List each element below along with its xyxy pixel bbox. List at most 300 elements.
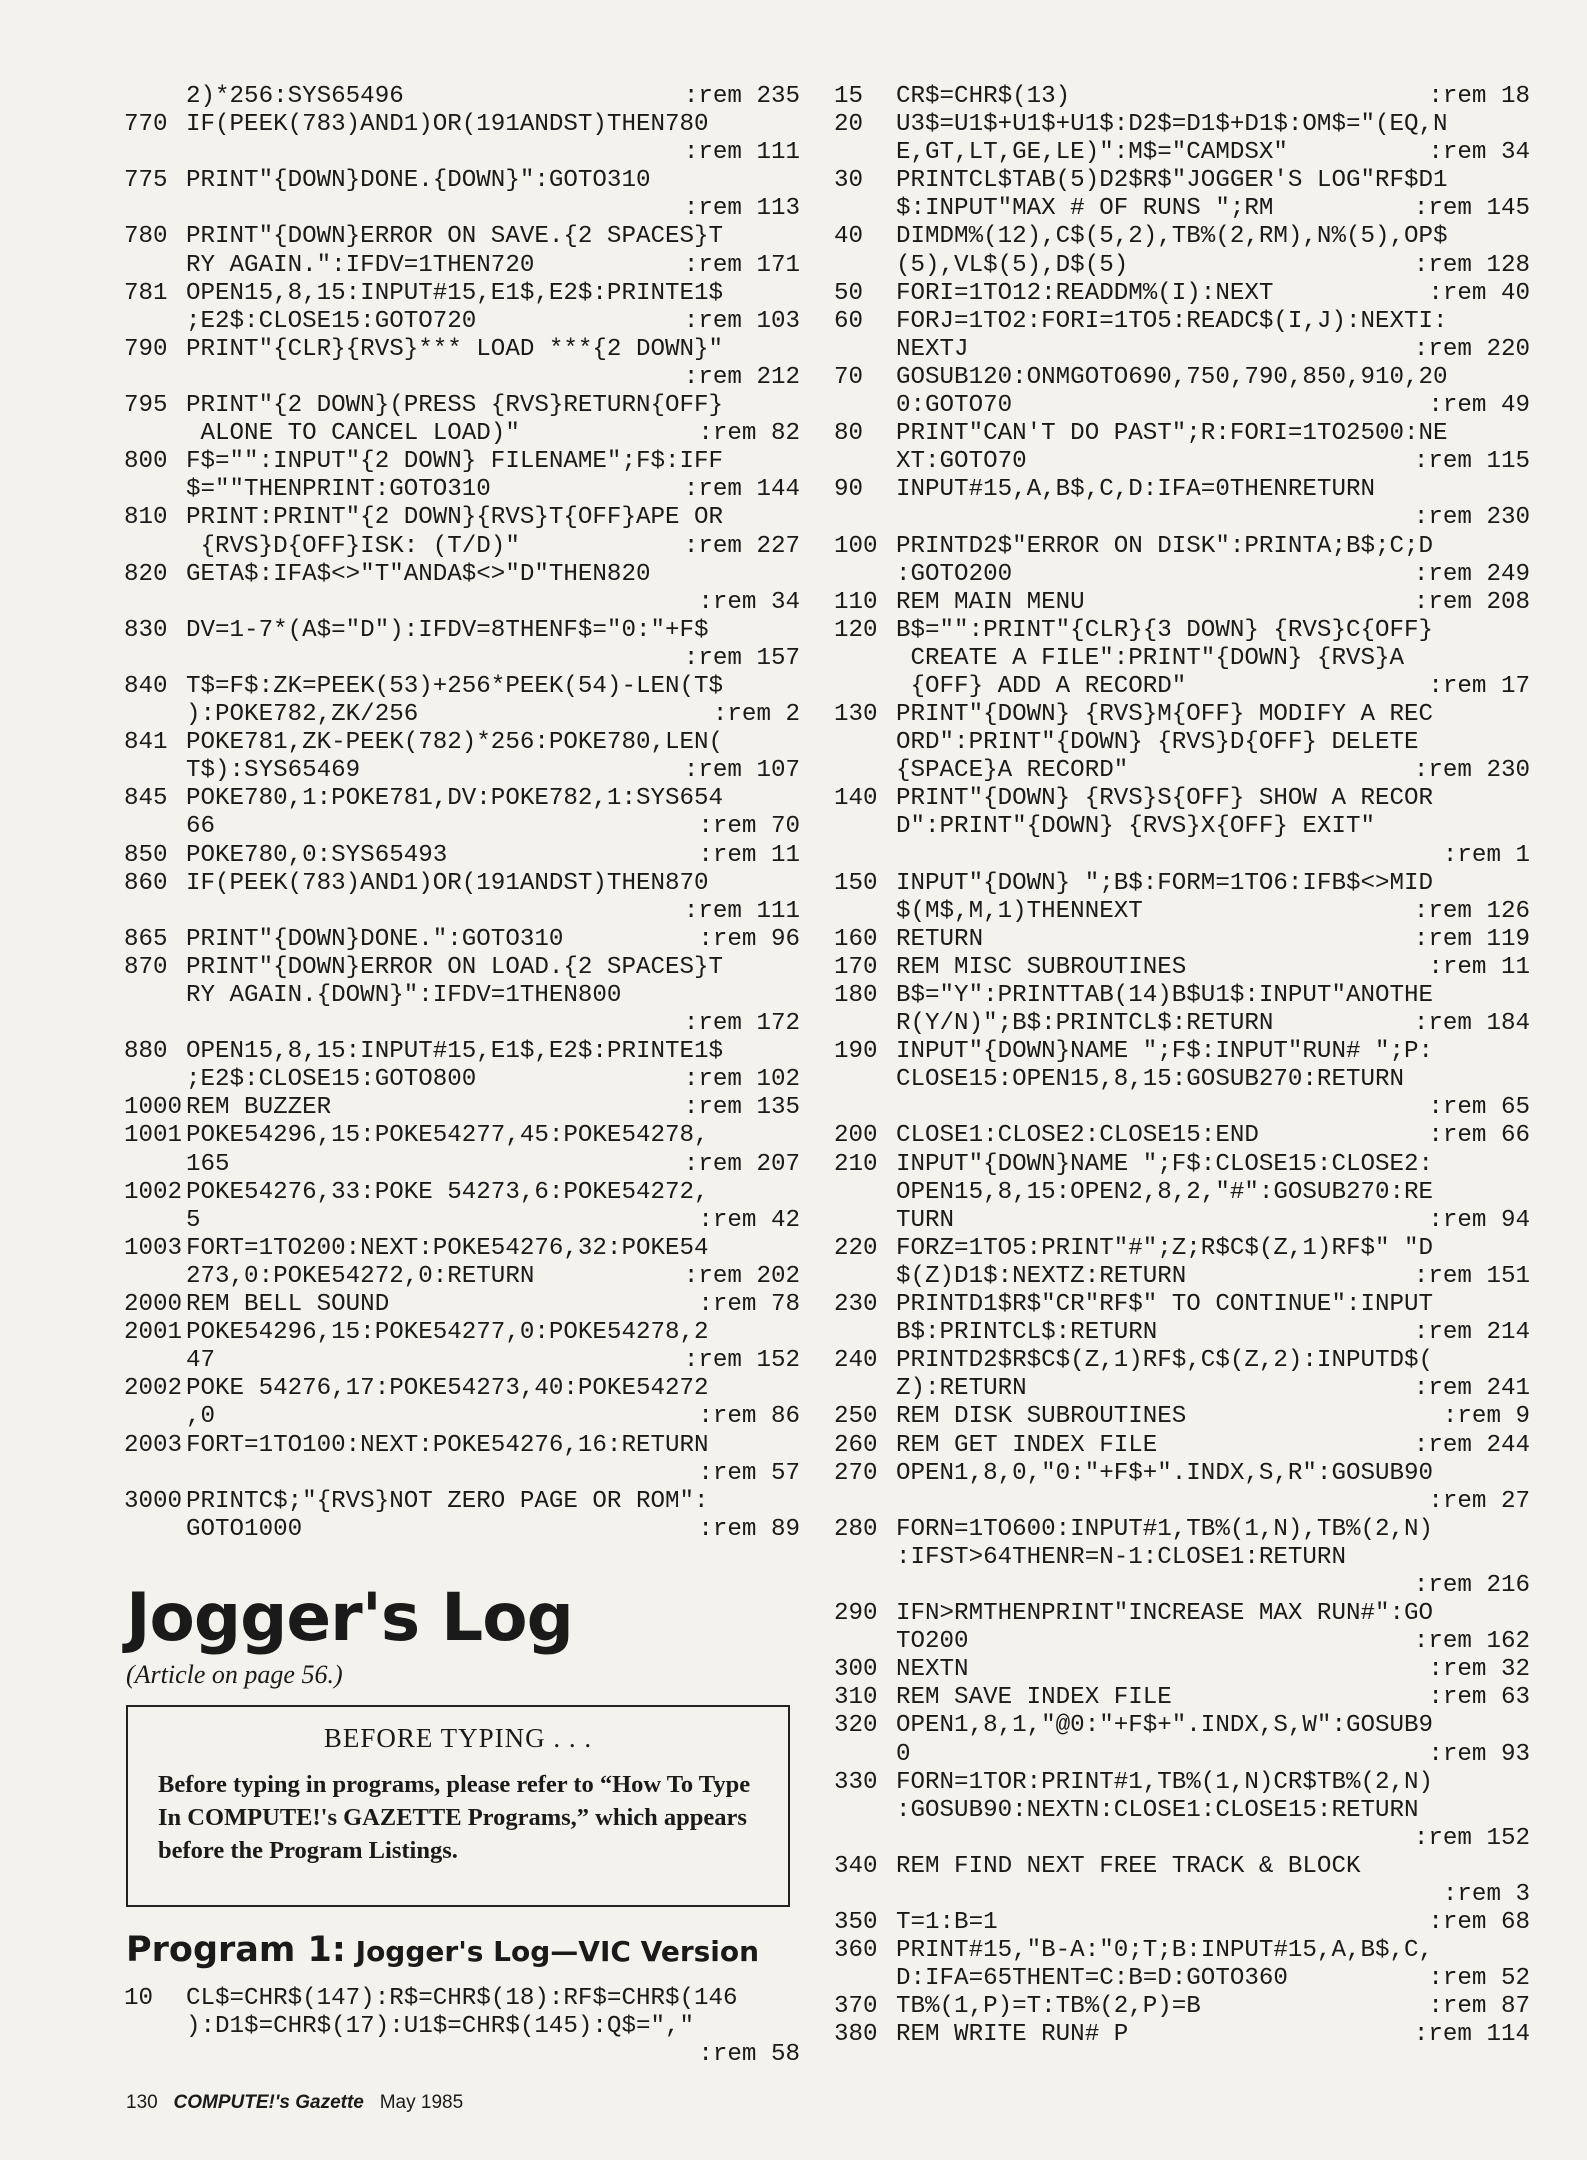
line-number: 50 [834,279,864,307]
checksum-rem: :rem 58 [698,2041,800,2069]
line-number: 30 [834,167,864,195]
code-text: {RVS}D{OFF}ISK: (T/D)" [186,532,520,560]
checksum-rem: :rem 3 [1442,1881,1530,1908]
checksum-rem: :rem 115 [1413,448,1530,476]
code-line [124,111,800,167]
line-number: 2003 [124,1431,183,1459]
issue-date: May 1985 [379,2092,464,2113]
line-number: 3000 [124,1487,183,1515]
line-number [124,1347,186,1375]
code-text: FORZ=1TO5:PRINT"#";Z;R$C$(Z,1)RF$" "D [896,1234,1434,1262]
code-line [124,870,800,926]
code-line [834,223,1530,279]
before-typing-heading: BEFORE TYPING . . . [323,1723,593,1753]
code-line [124,785,800,841]
code-text: T$):SYS65469 [186,757,361,785]
code-line [124,617,800,673]
code-text: $=""THENPRINT:GOTO310 [186,476,491,504]
checksum-rem: :rem 87 [1428,1993,1530,2021]
line-number: 790 [124,335,168,363]
code-text: REM BUZZER [186,1094,332,1122]
code-text: FORT=1TO100:NEXT:POKE54276,16:RETURN [186,1431,709,1459]
code-text: 66 [186,813,216,841]
code-line [124,223,800,279]
line-number: 180 [834,982,878,1009]
checksum-rem: :rem 220 [1413,335,1530,363]
line-number [834,1207,896,1235]
line-number: 360 [834,1937,878,1965]
code-line [124,167,800,223]
code-line [124,842,800,870]
checksum-rem: :rem 126 [1413,897,1530,925]
checksum-rem: :rem 152 [683,1347,800,1375]
code-line [834,701,1530,785]
code-text: POKE54276,33:POKE 54273,6:POKE54272, [186,1178,709,1206]
line-number: 800 [124,448,168,476]
code-line [834,2021,1530,2049]
line-number [834,1263,896,1291]
code-text: INPUT"{DOWN} ";B$:FORM=1TO6:IFB$<>MID [896,869,1434,897]
code-text: POKE780,1:POKE781,DV:POKE782,1:SYS654 [186,785,724,813]
code-line [124,504,800,560]
line-number [124,252,186,280]
line-number [124,1207,186,1235]
code-text: CL$=CHR$(147):R$=CHR$(18):RF$=CHR$(146 [186,1985,738,2012]
checksum-rem: :rem 96 [698,925,800,953]
code-line [124,1122,800,1178]
checksum-rem: :rem 235 [683,83,800,110]
code-text: RY AGAIN.{DOWN}":IFDV=1THEN800 [186,982,622,1009]
code-text: PRINT"{DOWN}DONE.{DOWN}":GOTO310 [186,167,651,195]
code-text: B$="":PRINT"{CLR}{3 DOWN} {RVS}C{OFF} [896,616,1434,644]
code-text: DIMDM%(12),C$(5,2),TB%(2,RM),N%(5),OP$ [896,223,1448,251]
line-number: 110 [834,588,878,616]
line-number: 865 [124,925,168,953]
checksum-rem: :rem 241 [1413,1375,1530,1403]
line-number [834,1010,896,1038]
code-line [834,1151,1530,1235]
program1-listing [124,1985,800,2069]
code-line [834,308,1530,364]
code-line [124,1319,800,1375]
code-text: RY AGAIN.":IFDV=1THEN720 [186,251,535,279]
checksum-rem: :rem 171 [683,251,800,279]
line-number: 210 [834,1150,878,1178]
code-line [834,83,1530,111]
code-text: T$=F$:ZK=PEEK(53)+256*PEEK(54)-LEN(T$ [186,672,724,700]
code-text: 2)*256:SYS65496 [186,83,404,110]
code-text: T=1:B=1 [896,1909,998,1937]
code-text: PRINT"{2 DOWN}(PRESS {RVS}RETURN{OFF} [186,392,724,420]
code-text: OPEN15,8,15:INPUT#15,E1$,E2$:PRINTE1$ [186,1038,724,1066]
line-number: 70 [834,363,864,391]
line-number [834,1797,896,1825]
code-text: 0:GOTO70 [896,392,1013,420]
checksum-rem: :rem 63 [1428,1684,1530,1712]
line-number [124,83,186,111]
line-number: 310 [834,1684,878,1712]
code-line [834,1769,1530,1853]
program-heading-name: Jogger's Log—VIC Version [345,1935,760,1968]
code-text: GOTO1000 [186,1515,303,1543]
code-line [834,1600,1530,1656]
code-text: 5 [186,1206,201,1234]
line-number [834,1965,896,1993]
code-text: ORD":PRINT"{DOWN} {RVS}D{OFF} DELETE [896,729,1419,757]
code-line [834,1432,1530,1460]
code-text: REM MISC SUBROUTINES [896,953,1187,981]
checksum-rem: :rem 32 [1428,1656,1530,1684]
checksum-rem: :rem 145 [1413,195,1530,223]
line-number: 140 [834,785,878,813]
line-number [124,420,186,448]
line-number: 340 [834,1852,878,1880]
line-number: 20 [834,111,864,139]
code-text: PRINTD1$R$"CR"RF$" TO CONTINUE":INPUT [896,1291,1434,1319]
code-text: 47 [186,1347,216,1375]
line-number [124,1066,186,1094]
line-number [124,308,186,336]
code-line [124,954,800,1038]
line-number [834,1319,896,1347]
code-text: PRINTC$;"{RVS}NOT ZERO PAGE OR ROM": [186,1487,709,1515]
code-text: OPEN1,8,0,"0:"+F$+".INDX,S,R":GOSUB90 [896,1459,1434,1487]
line-number [834,1179,896,1207]
line-number [124,1263,186,1291]
code-text: POKE781,ZK-PEEK(782)*256:POKE780,LEN( [186,729,724,757]
code-line [834,617,1530,701]
code-line [834,870,1530,926]
checksum-rem: :rem 172 [683,1010,800,1038]
line-number: 795 [124,392,168,420]
line-number: 190 [834,1038,878,1066]
code-text: PRINT"{DOWN} {RVS}M{OFF} MODIFY A REC [896,701,1434,729]
checksum-rem: :rem 244 [1413,1431,1530,1459]
line-number: 300 [834,1656,878,1684]
line-number [124,1516,186,1544]
code-text: E,GT,LT,GE,LE)":M$="CAMDSX" [896,139,1288,167]
code-text: ):D1$=CHR$(17):U1$=CHR$(145):Q$="," [186,2013,695,2041]
line-number: 60 [834,307,864,335]
checksum-rem: :rem 27 [1428,1487,1530,1515]
line-number [834,757,896,785]
code-text: REM WRITE RUN# P [896,2021,1129,2049]
code-text: INPUT#15,A,B$,C,D:IFA=0THENRETURN [896,476,1375,504]
code-line [834,533,1530,589]
line-number [834,392,896,420]
line-number [834,139,896,167]
code-line [834,1909,1530,1937]
code-line [834,167,1530,223]
code-text: D:IFA=65THENT=C:B=D:GOTO360 [896,1965,1288,1993]
code-line [124,280,800,336]
code-text: FORI=1TO12:READDM%(I):NEXT [896,279,1274,307]
checksum-rem: :rem 65 [1428,1094,1530,1122]
code-text: :GOTO200 [896,560,1013,588]
code-text: XT:GOTO70 [896,448,1027,476]
code-text: FORJ=1TO2:FORI=1TO5:READC$(I,J):NEXTI: [896,307,1448,335]
code-text: IFN>RMTHENPRINT"INCREASE MAX RUN#":GO [896,1600,1434,1628]
code-text: ):POKE782,ZK/256 [186,701,419,729]
line-number: 280 [834,1515,878,1543]
code-text: ;E2$:CLOSE15:GOTO720 [186,307,477,335]
line-number [124,1403,186,1431]
checksum-rem: :rem 103 [683,307,800,335]
line-number [834,561,896,589]
line-number [834,195,896,223]
article-title: Jogger's Log [126,1579,573,1656]
line-number [124,533,186,561]
listing-right-column [834,83,1530,2050]
code-text: (5),VL$(5),D$(5) [896,251,1129,279]
code-line [834,1993,1530,2021]
code-text: PRINT"{DOWN}DONE.":GOTO310 [186,925,564,953]
line-number: 80 [834,420,864,448]
line-number: 15 [834,83,864,110]
line-number: 10 [124,1985,154,2012]
code-text: TB%(1,P)=T:TB%(2,P)=B [896,1993,1201,2021]
code-line [834,1712,1530,1768]
checksum-rem: :rem 11 [1428,953,1530,981]
line-number [124,2013,186,2041]
code-line [834,420,1530,476]
checksum-rem: :rem 86 [698,1403,800,1431]
code-line [834,1656,1530,1684]
code-line [834,1122,1530,1150]
code-text: FORT=1TO200:NEXT:POKE54276,32:POKE54 [186,1234,709,1262]
line-number [124,982,186,1010]
code-text: ,0 [186,1403,216,1431]
line-number: 770 [124,111,168,139]
line-number [834,1544,896,1572]
code-line [124,1985,800,2069]
line-number [124,701,186,729]
code-line [834,476,1530,532]
checksum-rem: :rem 208 [1413,588,1530,616]
code-text: POKE 54276,17:POKE54273,40:POKE54272 [186,1375,709,1403]
code-line [834,1403,1530,1431]
code-text: {OFF} ADD A RECORD" [896,672,1187,700]
code-text: TO200 [896,1628,969,1656]
checksum-rem: :rem 151 [1413,1262,1530,1290]
line-number [124,757,186,785]
code-text: $:INPUT"MAX # OF RUNS ";RM [896,195,1274,223]
code-line [124,729,800,785]
code-text: :IFST>64THENR=N-1:CLOSE1:RETURN [896,1543,1346,1571]
line-number: 775 [124,167,168,195]
code-text: $(Z)D1$:NEXTZ:RETURN [896,1262,1187,1290]
page-number: 130 [126,2092,158,2113]
checksum-rem: :rem 207 [683,1150,800,1178]
line-number: 350 [834,1909,878,1937]
checksum-rem: :rem 157 [683,644,800,672]
checksum-rem: :rem 78 [698,1291,800,1319]
code-text: B$:PRINTCL$:RETURN [896,1319,1158,1347]
checksum-rem: :rem 144 [683,476,800,504]
checksum-rem: :rem 128 [1413,251,1530,279]
code-text: U3$=U1$+U1$+U1$:D2$=D1$+D1$:OM$="(EQ,N [896,111,1448,139]
checksum-rem: :rem 152 [1413,1824,1530,1852]
checksum-rem: :rem 227 [683,532,800,560]
code-text: CREATE A FILE":PRINT"{DOWN} {RVS}A [896,644,1405,672]
code-text: DV=1-7*(A$="D"):IFDV=8THENF$="0:"+F$ [186,616,709,644]
code-text: IF(PEEK(783)AND1)OR(191ANDST)THEN870 [186,869,709,897]
line-number: 200 [834,1122,878,1150]
code-text: CR$=CHR$(13) [896,83,1071,110]
line-number [834,336,896,364]
code-line [834,364,1530,420]
code-text: GETA$:IFA$<>"T"ANDA$<>"D"THEN820 [186,560,651,588]
line-number: 330 [834,1768,878,1796]
listing-left-column [124,83,800,1544]
line-number: 290 [834,1600,878,1628]
line-number [124,813,186,841]
code-text: FORN=1TO600:INPUT#1,TB%(1,N),TB%(2,N) [896,1515,1434,1543]
code-line [124,1235,800,1291]
magazine-name: COMPUTE!'s Gazette [173,2092,364,2113]
line-number: 841 [124,729,168,757]
line-number: 220 [834,1234,878,1262]
code-text: NEXTJ [896,335,969,363]
code-text: D":PRINT"{DOWN} {RVS}X{OFF} EXIT" [896,813,1375,841]
checksum-rem: :rem 162 [1413,1628,1530,1656]
code-line [124,1375,800,1431]
checksum-rem: :rem 34 [698,588,800,616]
line-number: 1002 [124,1178,183,1206]
code-text: POKE780,0:SYS65493 [186,841,448,869]
code-text: TURN [896,1206,955,1234]
code-text: ALONE TO CANCEL LOAD)" [186,420,520,448]
line-number [834,1375,896,1403]
line-number [124,1151,186,1179]
checksum-rem: :rem 107 [683,757,800,785]
code-line [834,785,1530,869]
code-text: GOSUB120:ONMGOTO690,750,790,850,910,20 [896,363,1448,391]
checksum-rem: :rem 111 [683,897,800,925]
code-text: POKE54296,15:POKE54277,45:POKE54278, [186,1122,709,1150]
checksum-rem: :rem 2 [712,701,800,729]
line-number: 860 [124,869,168,897]
line-number [834,1066,896,1094]
line-number: 260 [834,1431,878,1459]
code-text: INPUT"{DOWN}NAME ";F$:INPUT"RUN# ";P: [896,1038,1434,1066]
line-number: 1003 [124,1234,183,1262]
checksum-rem: :rem 93 [1428,1740,1530,1768]
code-line [834,1347,1530,1403]
code-text: REM MAIN MENU [896,588,1085,616]
line-number: 120 [834,616,878,644]
code-line [124,926,800,954]
line-number: 100 [834,532,878,560]
code-text: 273,0:POKE54272,0:RETURN [186,1262,535,1290]
code-line [124,561,800,617]
code-line [834,1038,1530,1122]
code-text: PRINT#15,"B-A:"0;T;B:INPUT#15,A,B$,C, [896,1937,1434,1965]
checksum-rem: :rem 1 [1442,841,1530,869]
checksum-rem: :rem 216 [1413,1571,1530,1599]
code-line [834,111,1530,167]
code-text: F$="":INPUT"{2 DOWN} FILENAME";F$:IFF [186,448,724,476]
code-line [124,673,800,729]
code-text: REM DISK SUBROUTINES [896,1403,1187,1431]
line-number: 320 [834,1712,878,1740]
code-line [834,1853,1530,1909]
line-number: 40 [834,223,864,251]
line-number: 170 [834,953,878,981]
code-text: OPEN15,8,15:INPUT#15,E1$,E2$:PRINTE1$ [186,279,724,307]
checksum-rem: :rem 114 [1413,2021,1530,2049]
line-number: 850 [124,841,168,869]
line-number: 2000 [124,1291,183,1319]
checksum-rem: :rem 249 [1413,560,1530,588]
code-text: IF(PEEK(783)AND1)OR(191ANDST)THEN780 [186,111,709,139]
code-line [124,392,800,448]
page-footer [126,2092,463,2114]
line-number: 880 [124,1038,168,1066]
checksum-rem: :rem 18 [1428,83,1530,110]
line-number: 150 [834,869,878,897]
checksum-rem: :rem 102 [683,1066,800,1094]
before-typing-box [126,1705,790,1907]
checksum-rem: :rem 111 [683,139,800,167]
code-text: POKE54296,15:POKE54277,0:POKE54278,2 [186,1319,709,1347]
line-number [834,252,896,280]
code-line [124,336,800,392]
line-number: 810 [124,504,168,532]
checksum-rem: :rem 66 [1428,1122,1530,1150]
line-number: 840 [124,672,168,700]
code-line [124,83,800,111]
checksum-rem: :rem 230 [1413,504,1530,532]
line-number [834,729,896,757]
line-number: 845 [124,785,168,813]
code-text: REM FIND NEXT FREE TRACK & BLOCK [896,1852,1361,1880]
code-line [834,1516,1530,1600]
line-number: 1001 [124,1122,183,1150]
line-number: 820 [124,560,168,588]
code-line [834,1235,1530,1291]
code-text: $(M$,M,1)THENNEXT [896,897,1143,925]
code-text: REM SAVE INDEX FILE [896,1684,1172,1712]
checksum-rem: :rem 52 [1428,1965,1530,1993]
checksum-rem: :rem 70 [698,813,800,841]
code-text: Z):RETURN [896,1375,1027,1403]
checksum-rem: :rem 135 [683,1094,800,1122]
checksum-rem: :rem 113 [683,195,800,223]
code-text: FORN=1TOR:PRINT#1,TB%(1,N)CR$TB%(2,N) [896,1768,1434,1796]
code-line [124,1291,800,1319]
line-number: 870 [124,953,168,981]
code-line [124,1094,800,1122]
line-number [834,898,896,926]
checksum-rem: :rem 17 [1428,672,1530,700]
code-text: 0 [896,1740,911,1768]
line-number: 830 [124,616,168,644]
checksum-rem: :rem 40 [1428,279,1530,307]
code-text: B$="Y":PRINTTAB(14)B$U1$:INPUT"ANOTHE [896,982,1434,1009]
code-text: PRINT"{DOWN}ERROR ON LOAD.{2 SPACES}T [186,953,724,981]
program-heading-number: Program 1: [126,1930,346,1970]
checksum-rem: :rem 11 [698,841,800,869]
line-number: 250 [834,1403,878,1431]
line-number [834,1741,896,1769]
code-text: 165 [186,1150,230,1178]
line-number: 160 [834,925,878,953]
line-number [834,673,896,701]
line-number [834,645,896,673]
line-number: 781 [124,279,168,307]
checksum-rem: :rem 202 [683,1262,800,1290]
